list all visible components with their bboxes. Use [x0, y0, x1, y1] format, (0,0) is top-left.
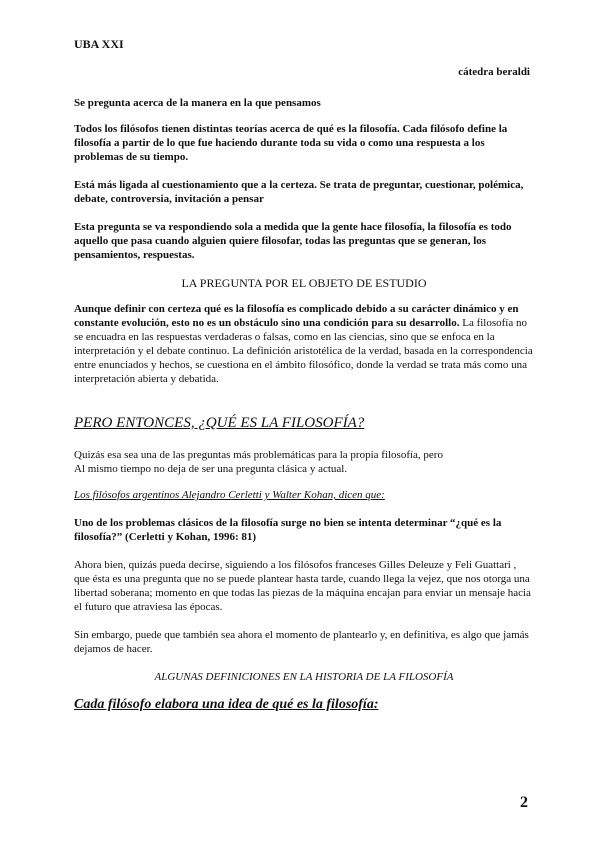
paragraph-7: Los filósofos argentinos Alejandro Cerletti y Walter Kohan, dicen que:: [74, 489, 385, 501]
header-right: cátedra beraldi: [458, 66, 530, 78]
paragraph-8: Uno de los problemas clásicos de la filosofía surge no bien se intenta determinar “¿qué es la filosofía?” (Cerletti y Kohan, 1996: 81): [74, 517, 502, 543]
paragraph-2: Todos los filósofos tienen distintas teorías acerca de qué es la filosofía. Cada filósofo define la filosofía a partir de lo que fue haciendo durante toda su vida o como una respuesta a los problemas de su tiempo.: [74, 123, 508, 163]
paragraph-9: Ahora bien, quizás pueda decirse, siguiendo a los filósofos franceses Gilles Deleuze y Feli Guattari , que ésta es una pregunta que no se puede plantear hasta tarde, cuando llega la vejez, que nos otorga una libertad soberana; momento en que todas las piezas de la máquina encajan para enviar un mensaje hacia el futuro que atraviesa las épocas.: [74, 559, 531, 613]
paragraph-5: [74, 302, 534, 386]
paragraph-5-rest: La filosofía no se encuadra en las respuestas verdaderas o falsas, como en las ciencias, sino que se enfoca en la interpretación y el debate continuo. La definición aristotélica de la verdad, basada en la correspondencia entre enunciados y hechos, se cuestiona en el ámbito filosófico, donde la verdad se trata más como una interpretación abierta y debatida.: [74, 317, 533, 385]
heading-cada-filosofo: Cada filósofo elabora una idea de qué es la filosofía:: [74, 697, 379, 712]
paragraph-5-bold: Aunque definir con certeza qué es la filosofía es complicado debido a su carácter dinámico y en constante evolución, esto no es un obstáculo sino una condición para su desarrollo.: [74, 303, 519, 329]
paragraph-1: Se pregunta acerca de la manera en la que pensamos: [74, 97, 321, 109]
heading-objeto-de-estudio: LA PREGUNTA POR EL OBJETO DE ESTUDIO: [181, 276, 427, 290]
paragraph-6-line-2: Al mismo tiempo no deja de ser una pregunta clásica y actual.: [74, 463, 348, 475]
heading-que-es-la-filosofia: PERO ENTONCES, ¿QUÉ ES LA FILOSOFÍA?: [74, 415, 365, 431]
paragraph-4: Esta pregunta se va respondiendo sola a medida que la gente hace filosofía, la filosofía es todo aquello que pasa cuando alguien quiere filosofar, todas las preguntas que se generan, los pensamientos, respuestas.: [74, 221, 512, 261]
paragraph-6: [74, 448, 534, 476]
paragraph-6-line-1: Quizás esa sea una de las preguntas más problemáticas para la propia filosofía, pero: [74, 449, 443, 461]
header-left: UBA XXI: [74, 37, 124, 51]
paragraph-3: Está más ligada al cuestionamiento que a la certeza. Se trata de preguntar, cuestionar, polémica, debate, controversia, invitación a pensar: [74, 179, 524, 205]
paragraph-10: Sin embargo, puede que también sea ahora el momento de plantearlo y, en definitiva, es algo que jamás dejamos de hacer.: [74, 629, 529, 655]
heading-algunas-definiciones: ALGUNAS DEFINICIONES EN LA HISTORIA DE LA FILOSOFÍA: [154, 671, 454, 683]
page-number: 2: [520, 794, 528, 811]
